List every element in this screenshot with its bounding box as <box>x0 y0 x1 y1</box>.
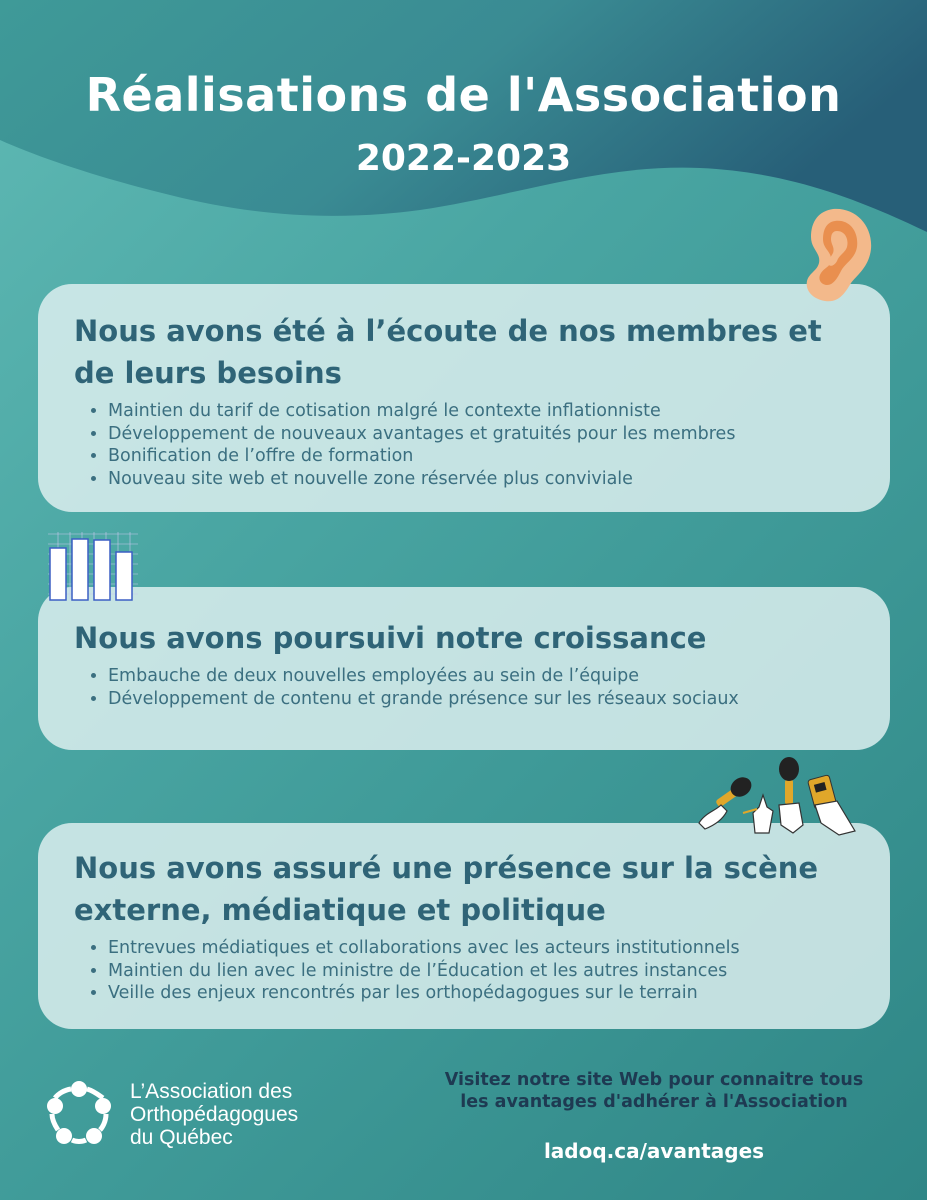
list-item: • Veille des enjeux rencontrés par les orthopédagogues sur le terrain <box>108 982 860 1005</box>
header-wave <box>0 0 927 260</box>
visit-line: Visitez notre site Web pour connaitre tous <box>444 1070 864 1090</box>
list-item: • Développement de contenu et grande présence sur les réseaux sociaux <box>108 688 860 711</box>
ear-icon <box>793 205 875 305</box>
list-item: • Embauche de deux nouvelles employées au sein de l’équipe <box>108 665 860 688</box>
section-card-listening <box>38 284 890 512</box>
organization-name <box>130 1080 298 1149</box>
section-card-growth <box>38 587 890 750</box>
list-item: • Développement de nouveaux avantages et gratuités pour les membres <box>108 423 860 446</box>
org-line: Orthopédagogues <box>130 1103 299 1126</box>
microphones-icon <box>693 755 863 840</box>
list-item: • Bonification de l’offre de formation <box>108 445 860 468</box>
section-heading: Nous avons été à l’écoute de nos membres et de leurs besoins <box>74 314 822 390</box>
org-line: du Québec <box>130 1126 233 1149</box>
page-title: Réalisations de l'Association <box>85 68 842 122</box>
section-heading: Nous avons poursuivi notre croissance <box>74 621 707 655</box>
bar-chart-icon <box>46 530 140 602</box>
association-logo-icon <box>44 1080 114 1150</box>
list-item: • Nouveau site web et nouvelle zone réservée plus conviviale <box>108 468 860 491</box>
visit-website-text <box>420 1069 888 1113</box>
page-subtitle: 2022-2023 <box>355 138 572 179</box>
org-line: L’Association des <box>130 1080 293 1103</box>
list-item: • Maintien du tarif de cotisation malgré le contexte inflationniste <box>108 400 860 423</box>
section-list <box>74 937 860 1005</box>
visit-line: les avantages d'adhérer à l'Association <box>460 1092 848 1112</box>
section-list <box>74 400 860 490</box>
list-item: • Maintien du lien avec le ministre de l’Éducation et les autres instances <box>108 960 860 983</box>
website-link[interactable]: ladoq.ca/avantages <box>543 1139 765 1163</box>
section-card-presence <box>38 823 890 1029</box>
section-heading: Nous avons assuré une présence sur la scène externe, médiatique et politique <box>74 851 819 927</box>
list-item: • Entrevues médiatiques et collaborations avec les acteurs institutionnels <box>108 937 860 960</box>
section-list <box>74 665 860 710</box>
